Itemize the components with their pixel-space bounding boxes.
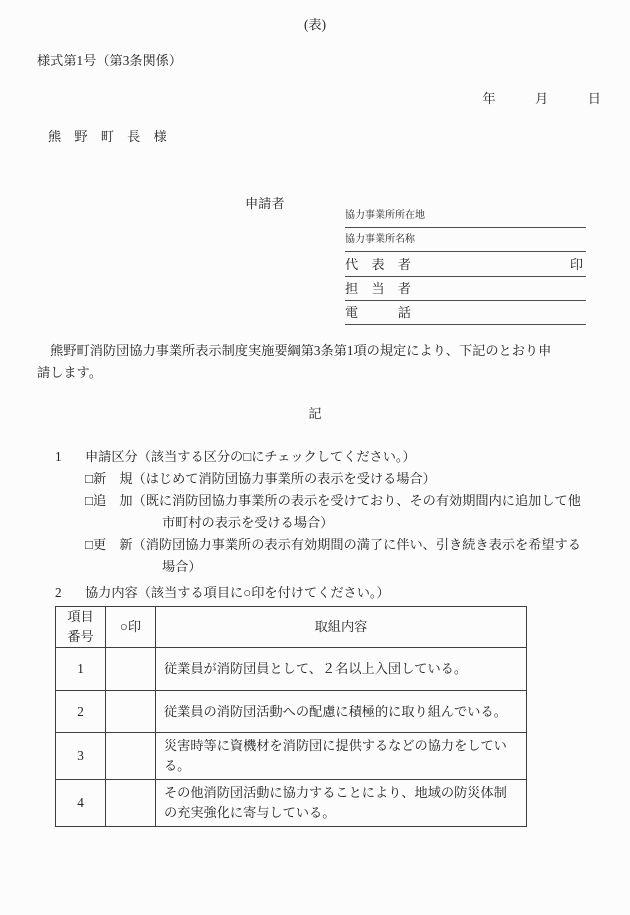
checkbox-add[interactable]: □ [85, 493, 93, 508]
body-paragraph-line2: 請します。 [37, 365, 102, 380]
business-name-label: 協力事業所名称 [345, 234, 415, 246]
table-row [56, 648, 527, 691]
representative-field[interactable] [345, 252, 586, 276]
table-header-row [56, 607, 527, 648]
row3-number: 3 [56, 733, 106, 780]
business-address-label: 協力事業所所在地 [345, 210, 425, 222]
ki-heading: 記 [308, 406, 322, 421]
form-number: 様式第1号（第3条関係） [37, 53, 183, 68]
section1-number: 1 [55, 449, 62, 464]
option-renew-label: 更 新 [92, 537, 133, 552]
contact-person-field[interactable] [345, 277, 586, 301]
section2-title: 協力内容（該当する項目に○印を付けてください。） [85, 585, 390, 600]
date-line: 年 月 日 [482, 91, 601, 106]
option-renew-desc: （消防団協力事業所の表示有効期間の満了に伴い、引き続き表示を希望する [132, 537, 581, 552]
option-new [85, 468, 597, 490]
section2-number: 2 [55, 585, 62, 600]
seal-mark: 印 [569, 256, 583, 272]
option-new-label: 新 規 [92, 471, 133, 486]
phone-field[interactable] [345, 301, 586, 325]
business-name-field[interactable] [345, 228, 586, 252]
cooperation-table [55, 606, 527, 827]
body-paragraph [37, 340, 597, 384]
section2-title-row [37, 582, 597, 604]
option-renew [85, 534, 597, 578]
addressee: 熊 野 町 長 様 [48, 129, 167, 144]
section-cooperation-content [37, 582, 597, 604]
row2-content: 従業員の消防団活動への配慮に積極的に取り組んでいる。 [156, 691, 527, 733]
checkbox-new[interactable]: □ [85, 471, 93, 486]
table-row [56, 691, 527, 733]
checkbox-renew[interactable]: □ [85, 537, 93, 552]
mark-cell-2[interactable] [106, 691, 156, 733]
header-item-number: 項目 番号 [56, 607, 106, 648]
body-paragraph-line1: 熊野町消防団協力事業所表示制度実施要綱第3条第1項の規定により、下記のとおり申 [37, 343, 552, 358]
applicant-fields [345, 204, 586, 325]
option-add-desc-cont: 市町村の表示を受ける場合） [162, 515, 334, 530]
option-new-desc: （はじめて消防団協力事業所の表示を受ける場合） [132, 471, 436, 486]
mark-cell-4[interactable] [106, 780, 156, 827]
application-category-options [85, 468, 597, 578]
contact-person-label: 担 当 者 [345, 280, 411, 296]
header-mark: ○印 [106, 607, 156, 648]
table-row [56, 733, 527, 780]
table-row [56, 780, 527, 827]
section1-title: 申請区分（該当する区分の□にチェックしてください。） [85, 449, 416, 464]
row3-content: 災害時等に資機材を消防団に提供するなどの協力をしている。 [156, 733, 527, 780]
applicant-label: 申請者 [245, 196, 285, 211]
section-application-category [37, 446, 597, 578]
mark-cell-3[interactable] [106, 733, 156, 780]
row1-content: 従業員が消防団員として、２名以上入団している。 [156, 648, 527, 691]
row4-number: 4 [56, 780, 106, 827]
mark-cell-1[interactable] [106, 648, 156, 691]
section1-title-row [37, 446, 597, 468]
business-address-field[interactable] [345, 204, 586, 228]
row2-number: 2 [56, 691, 106, 733]
row4-content: その他消防団活動に協力することにより、地域の防災体制の充実強化に寄与している。 [156, 780, 527, 827]
page-side-label: (表) [304, 17, 326, 32]
option-add-desc: （既に消防団協力事業所の表示を受けており、その有効期間内に追加して他 [132, 493, 581, 508]
option-add-label: 追 加 [92, 493, 133, 508]
option-add [85, 490, 597, 534]
option-renew-desc-cont: 場合） [162, 559, 202, 574]
representative-label: 代 表 者 [345, 256, 411, 272]
row1-number: 1 [56, 648, 106, 691]
header-content: 取組内容 [156, 607, 527, 648]
phone-label: 電 話 [345, 304, 411, 320]
